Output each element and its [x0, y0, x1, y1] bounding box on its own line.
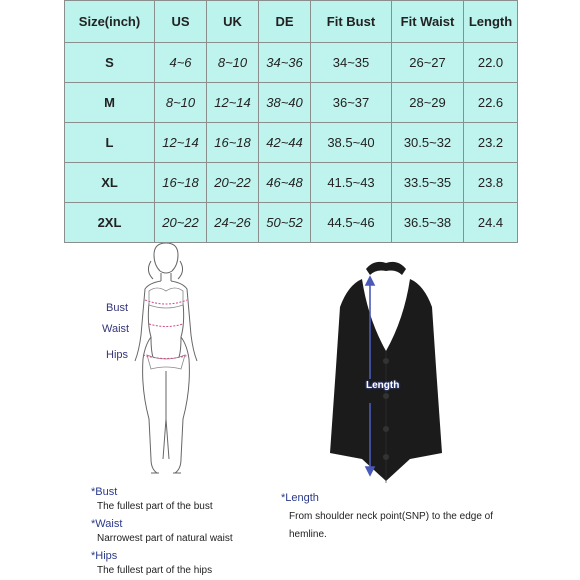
header-size: Size(inch): [65, 1, 155, 43]
header-de: DE: [259, 1, 311, 43]
cell-size: L: [65, 123, 155, 163]
header-length: Length: [464, 1, 518, 43]
cell-length: 22.6: [464, 83, 518, 123]
cell-fit-bust: 44.5~46: [311, 203, 392, 243]
cell-de: 50~52: [259, 203, 311, 243]
cell-uk: 8~10: [207, 43, 259, 83]
cell-fit-bust: 41.5~43: [311, 163, 392, 203]
cell-us: 20~22: [155, 203, 207, 243]
header-fit-bust: Fit Bust: [311, 1, 392, 43]
cell-us: 16~18: [155, 163, 207, 203]
table-row: [65, 203, 518, 243]
cell-de: 38~40: [259, 83, 311, 123]
cell-length: 22.0: [464, 43, 518, 83]
cell-length: 24.4: [464, 203, 518, 243]
header-us: US: [155, 1, 207, 43]
legend-bust-term: *Bust: [91, 486, 118, 498]
vest-length-label: Length: [366, 380, 400, 391]
cell-uk: 20~22: [207, 163, 259, 203]
legend-waist-desc: Narrowest part of natural waist: [97, 533, 233, 544]
legend-hips: [91, 550, 212, 576]
table-row: [65, 163, 518, 203]
vest-illustration: [326, 261, 446, 483]
cell-fit-bust: 38.5~40: [311, 123, 392, 163]
cell-de: 42~44: [259, 123, 311, 163]
legend-waist: [91, 518, 233, 544]
legend-bust-desc: The fullest part of the bust: [97, 501, 213, 512]
hips-label: Hips: [106, 349, 129, 361]
table-row: [65, 123, 518, 163]
cell-fit-waist: 28~29: [392, 83, 464, 123]
cell-de: 34~36: [259, 43, 311, 83]
cell-uk: 12~14: [207, 83, 259, 123]
size-chart-table: [64, 0, 518, 243]
cell-us: 8~10: [155, 83, 207, 123]
legend-bust: [91, 486, 213, 512]
legend-length: [281, 492, 509, 544]
cell-de: 46~48: [259, 163, 311, 203]
body-figure-illustration: [124, 243, 204, 483]
cell-fit-waist: 33.5~35: [392, 163, 464, 203]
header-uk: UK: [207, 1, 259, 43]
legend-length-term: *Length: [281, 492, 319, 504]
cell-fit-waist: 36.5~38: [392, 203, 464, 243]
table-header-row: [65, 1, 518, 43]
header-fit-waist: Fit Waist: [392, 1, 464, 43]
cell-length: 23.2: [464, 123, 518, 163]
cell-fit-waist: 26~27: [392, 43, 464, 83]
cell-size: M: [65, 83, 155, 123]
legend-waist-term: *Waist: [91, 518, 123, 530]
cell-uk: 16~18: [207, 123, 259, 163]
cell-us: 12~14: [155, 123, 207, 163]
cell-fit-bust: 34~35: [311, 43, 392, 83]
cell-size: 2XL: [65, 203, 155, 243]
legend-length-desc: From shoulder neck point(SNP) to the edge of hemline.: [289, 511, 493, 540]
cell-fit-waist: 30.5~32: [392, 123, 464, 163]
cell-size: XL: [65, 163, 155, 203]
waist-label: Waist: [102, 323, 130, 335]
cell-size: S: [65, 43, 155, 83]
bust-label: Bust: [106, 302, 129, 314]
table-row: [65, 83, 518, 123]
legend-hips-term: *Hips: [91, 550, 118, 562]
cell-us: 4~6: [155, 43, 207, 83]
legend-hips-desc: The fullest part of the hips: [97, 565, 213, 576]
cell-uk: 24~26: [207, 203, 259, 243]
cell-length: 23.8: [464, 163, 518, 203]
cell-fit-bust: 36~37: [311, 83, 392, 123]
measurement-guide: [0, 243, 580, 580]
table-row: [65, 43, 518, 83]
